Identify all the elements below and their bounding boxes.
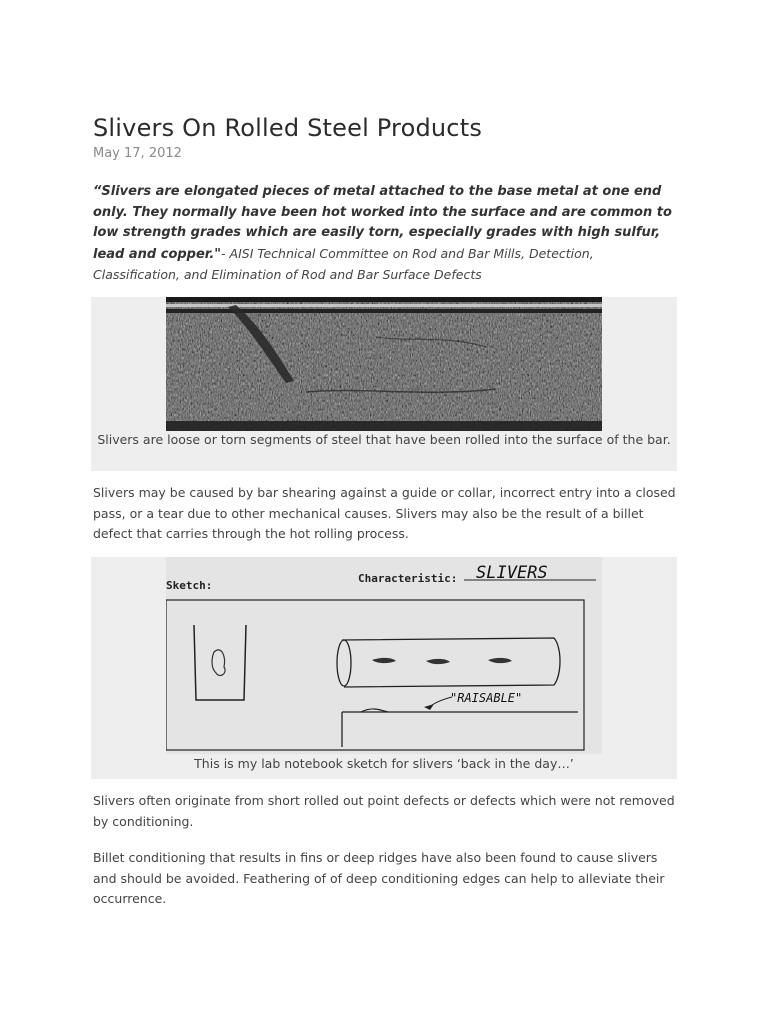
handwritten-raisable: "RAISABLE" xyxy=(450,691,523,705)
paragraph-2: Slivers often originate from short rolled out point defects or defects which were not removed by conditioning. xyxy=(93,793,675,829)
characteristic-label: Characteristic: xyxy=(358,572,458,585)
figure-1-caption: Slivers are loose or torn segments of steel that have been rolled into the surface of the bar. xyxy=(97,432,671,447)
figure-2-caption: This is my lab notebook sketch for slivers ‘back in the day…’ xyxy=(194,756,574,771)
sliver-photo xyxy=(166,297,602,431)
article-title: Slivers On Rolled Steel Products xyxy=(93,114,483,142)
paragraph-1: Slivers may be caused by bar shearing against a guide or collar, incorrect entry into a closed pass, or a tear due to other mechanical causes. Slivers may also be the result of a billet defect that carries through the hot rolling process. xyxy=(93,485,676,541)
figure-2 xyxy=(91,557,677,779)
sketch-label: Sketch: xyxy=(166,579,213,592)
quote-open-mark: “ xyxy=(93,184,102,199)
figure-1 xyxy=(91,297,677,471)
handwritten-slivers: SLIVERS xyxy=(476,563,548,583)
paragraph-3: Billet conditioning that results in fins or deep ridges have also been found to cause slivers and should be avoided. Feathering of of deep conditioning edges can help to alleviate their occurrence. xyxy=(93,850,665,906)
article-date: May 17, 2012 xyxy=(93,146,182,161)
intro-quote xyxy=(93,182,679,287)
quote-text: Slivers are elongated pieces of metal attached to the base metal at one end only. They normally have been hot worked into the surface and are common to low strength grades which are easily torn, especially grades with high sulfur, lead and copper." xyxy=(93,184,672,262)
notebook-sketch xyxy=(166,557,602,754)
quote-source: - AISI Technical Committee on Rod and Bar Mills, Detection, Classification, and Elimination of Rod and Bar Surface Defects xyxy=(93,245,594,282)
